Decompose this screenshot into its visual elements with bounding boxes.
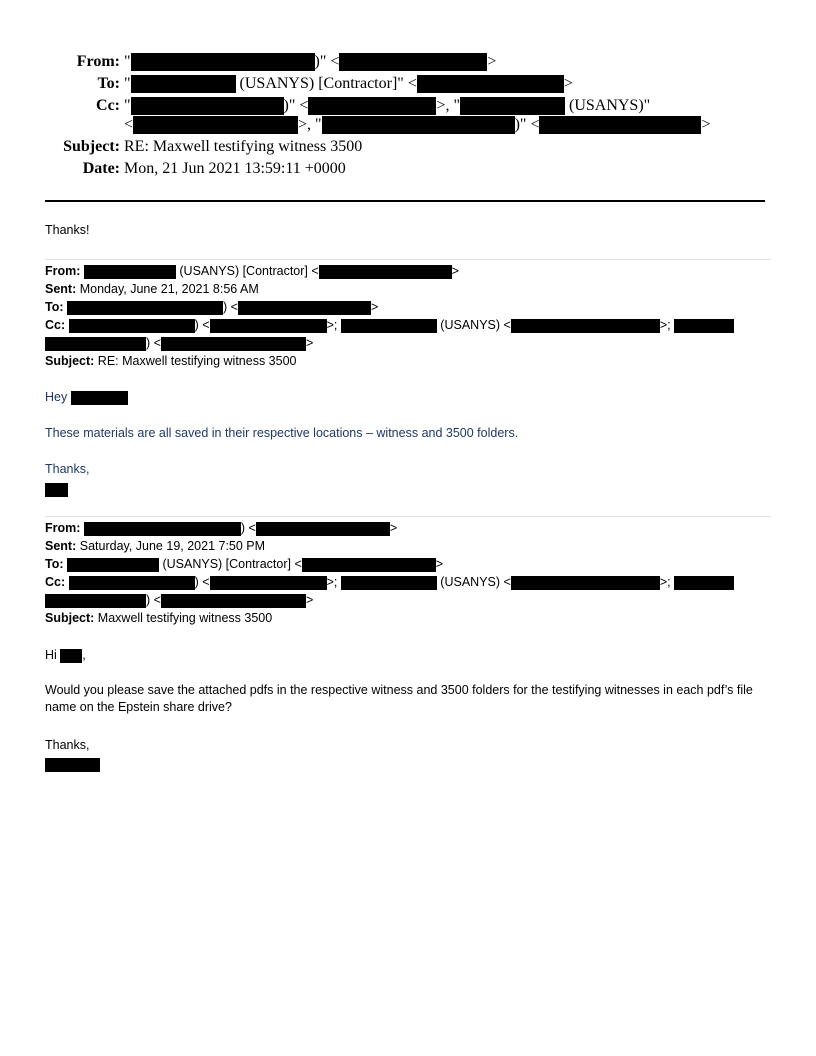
- redaction-box: [71, 391, 128, 405]
- redaction-box: [60, 649, 82, 663]
- redaction-box: [341, 319, 437, 333]
- header-to-line: To: " (USANYS) [Contractor]" < >: [70, 75, 573, 93]
- redaction-box: [339, 53, 487, 71]
- message2-signoff: Thanks,: [45, 738, 90, 752]
- redaction-box: [302, 558, 436, 572]
- header-from-line: From: " )" < >: [70, 53, 496, 71]
- redaction-box: [210, 319, 327, 333]
- message2-sent: Saturday, June 19, 2021 7:50 PM: [79, 539, 266, 553]
- message2-body: Would you please save the attached pdfs in the respective witness and 3500 folders for the testifying witnesses in each pdf’s file name on the Epstein share drive?: [45, 683, 753, 714]
- redaction-box: [238, 301, 371, 315]
- redaction-box: [417, 75, 564, 93]
- message1-signature-redaction: [45, 481, 68, 499]
- redaction-box: [511, 319, 660, 333]
- message2-sent-label: Sent:: [45, 539, 77, 553]
- header-date: Mon, 21 Jun 2021 13:59:11 +0000: [124, 160, 346, 177]
- message1-body: These materials are all saved in their respective locations – witness and 3500 folders.: [45, 426, 519, 440]
- message1-cc-line-2: ) < >: [45, 335, 313, 351]
- message2-subject-line: [45, 610, 272, 626]
- redaction-box: [511, 576, 660, 590]
- message1-from-line: From: (USANYS) [Contractor] < >: [45, 264, 459, 278]
- message1-cc-line: Cc: ) < >; (USANYS) < >;: [45, 317, 734, 333]
- redaction-box: [674, 576, 734, 590]
- redaction-box: [45, 483, 68, 497]
- header-subject: RE: Maxwell testifying witness 3500: [124, 138, 363, 155]
- message2-sent-line: [45, 538, 265, 554]
- message-separator: [45, 516, 771, 517]
- message2-from-label: From:: [45, 521, 81, 535]
- message1-greeting: Hey: [45, 389, 128, 405]
- message1-sent-line: [45, 281, 259, 297]
- header-cc-line-2: < >, " )" < >: [124, 116, 711, 133]
- header-to-label: To:: [97, 75, 120, 92]
- redaction-box: [322, 116, 515, 134]
- redaction-box: [210, 576, 327, 590]
- message2-subject-label: Subject:: [45, 611, 95, 625]
- message2-to-label: To:: [45, 557, 64, 571]
- message-separator: [45, 259, 771, 260]
- message1-subject-line: [45, 353, 297, 369]
- redaction-box: [69, 319, 195, 333]
- message2-cc-line-2: ) < >: [45, 592, 313, 608]
- redaction-box: [131, 75, 236, 93]
- message2-cc-line: Cc: ) < >; (USANYS) < >;: [45, 574, 734, 590]
- header-subject-label: Subject:: [63, 138, 120, 155]
- redaction-box: [45, 594, 146, 608]
- message2-to-line: To: (USANYS) [Contractor] < >: [45, 557, 444, 571]
- message2-greeting: Hi ,: [45, 648, 86, 662]
- message1-from-label: From:: [45, 264, 81, 278]
- redaction-box: [161, 594, 306, 608]
- header-date-label: Date:: [82, 160, 120, 177]
- header-cc-line: Cc: " )" < >, " (USANYS)": [70, 97, 650, 115]
- message1-sent: Monday, June 21, 2021 8:56 AM: [79, 282, 259, 296]
- redaction-box: [341, 576, 437, 590]
- redaction-box: [67, 558, 159, 572]
- message1-sent-label: Sent:: [45, 282, 77, 296]
- message1-signoff: Thanks,: [45, 462, 90, 476]
- header-subject-line: [60, 138, 362, 156]
- reply-body: Thanks!: [45, 223, 90, 237]
- redaction-box: [84, 522, 241, 536]
- header-divider: [45, 200, 765, 202]
- redaction-box: [674, 319, 734, 333]
- message2-subject: Maxwell testifying witness 3500: [97, 611, 273, 625]
- header-date-line: [60, 160, 346, 178]
- message1-subject: RE: Maxwell testifying witness 3500: [97, 354, 297, 368]
- redaction-box: [45, 337, 146, 351]
- redaction-box: [69, 576, 195, 590]
- message2-cc-label: Cc:: [45, 575, 66, 589]
- redaction-box: [161, 337, 306, 351]
- message1-to-line: To: ) < >: [45, 300, 379, 314]
- redaction-box: [319, 265, 452, 279]
- message1-subject-label: Subject:: [45, 354, 95, 368]
- redaction-box: [308, 97, 436, 115]
- message1-to-label: To:: [45, 300, 64, 314]
- header-from-label: From:: [76, 53, 120, 70]
- redaction-box: [539, 116, 701, 134]
- redaction-box: [131, 53, 315, 71]
- message1-cc-label: Cc:: [45, 318, 66, 332]
- redaction-box: [131, 97, 284, 115]
- redaction-box: [133, 116, 298, 134]
- redaction-box: [45, 758, 100, 772]
- redaction-box: [67, 301, 223, 315]
- message2-signature-redaction: [45, 756, 100, 774]
- redaction-box: [256, 522, 390, 536]
- message2-from-line: From: ) < >: [45, 521, 398, 535]
- header-cc-label: Cc:: [96, 97, 120, 114]
- redaction-box: [460, 97, 565, 115]
- redaction-box: [84, 265, 176, 279]
